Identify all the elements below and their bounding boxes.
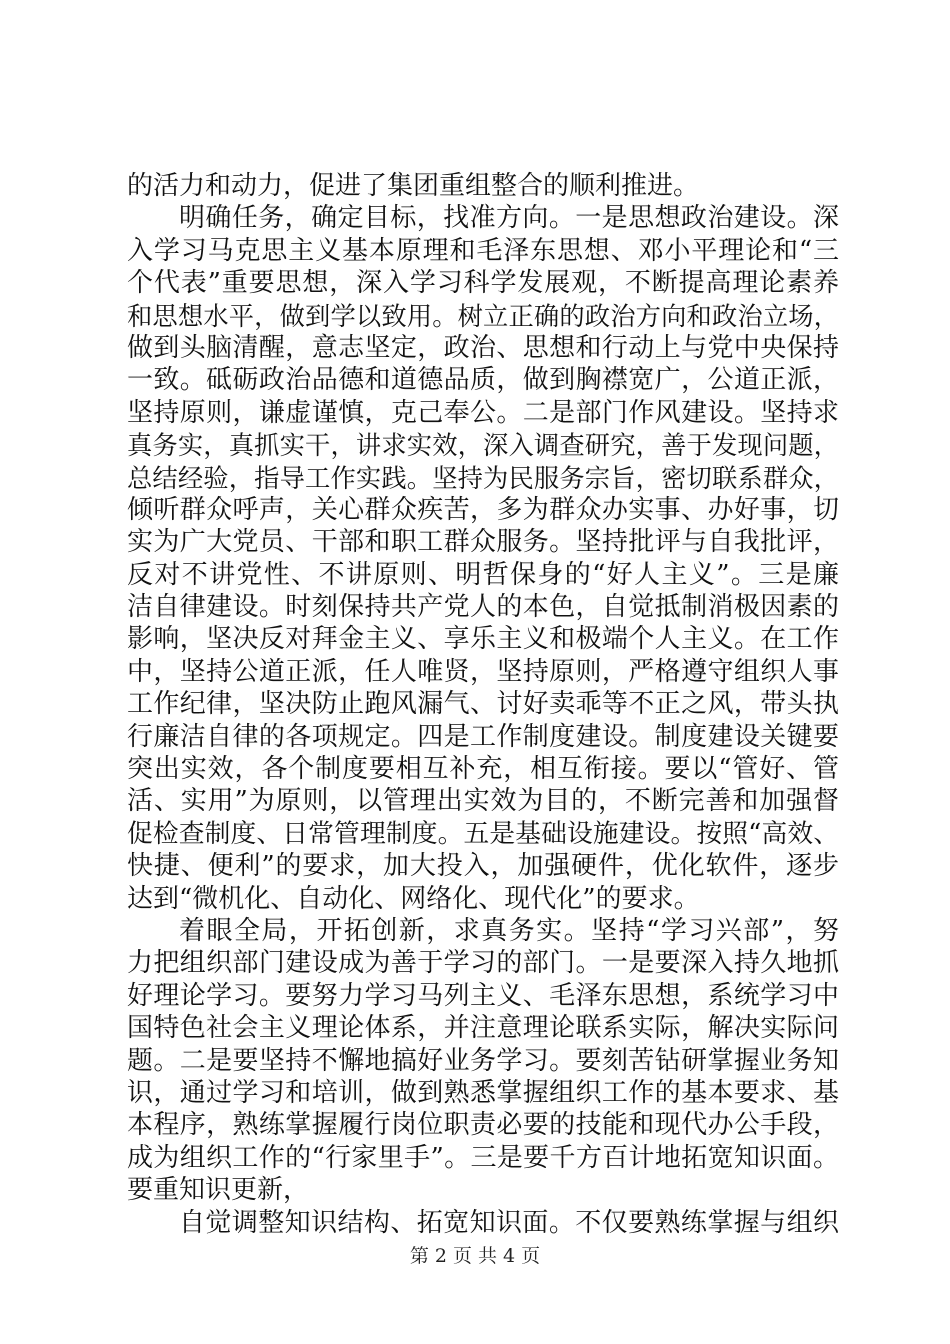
text-line: 中，坚持公道正派，任人唯贤，坚持原则，严格遵守组织人事 bbox=[127, 656, 839, 687]
text-line: 快捷、便利”的要求，加大投入，加强硬件，优化软件，逐步 bbox=[127, 851, 839, 882]
text-line: 活、实用”为原则，以管理出实效为目的，不断完善和加强督 bbox=[127, 786, 839, 817]
text-line: 总结经验，指导工作实践。坚持为民服务宗旨，密切联系群众， bbox=[127, 462, 839, 493]
text-line: 工作纪律，坚决防止跑风漏气、讨好卖乖等不正之风，带头执 bbox=[127, 689, 839, 720]
text-line: 自觉调整知识结构、拓宽知识面。不仅要熟练掌握与组织 bbox=[179, 1207, 839, 1238]
text-line: 洁自律建设。时刻保持共产党人的本色，自觉抵制消极因素的 bbox=[127, 592, 839, 623]
text-line: 的活力和动力，促进了集团重组整合的顺利推进。 bbox=[127, 171, 700, 201]
text-line: 力把组织部门建设成为善于学习的部门。一是要深入持久地抓 bbox=[127, 948, 839, 979]
text-line: 做到头脑清醒，意志坚定，政治、思想和行动上与党中央保持 bbox=[127, 332, 839, 363]
text-line: 真务实，真抓实干，讲求实效，深入调查研究，善于发现问题， bbox=[127, 430, 839, 461]
text-line: 要重知识更新， bbox=[127, 1175, 310, 1206]
text-line: 一致。砥砺政治品德和道德品质，做到胸襟宽广，公道正派， bbox=[127, 365, 839, 396]
text-line: 实为广大党员、干部和职工群众服务。坚持批评与自我批评， bbox=[127, 527, 839, 558]
document-body bbox=[127, 170, 839, 1239]
text-line: 好理论学习。要努力学习马列主义、毛泽东思想，系统学习中 bbox=[127, 980, 839, 1011]
text-line: 突出实效，各个制度要相互补充，相互衔接。要以“管好、管 bbox=[127, 754, 839, 785]
text-line: 明确任务，确定目标，找准方向。一是思想政治建设。深 bbox=[179, 203, 839, 234]
text-line: 国特色社会主义理论体系，并注意理论联系实际，解决实际问 bbox=[127, 1013, 839, 1044]
text-line: 倾听群众呼声，关心群众疾苦，多为群众办实事、办好事，切 bbox=[127, 494, 839, 525]
text-line: 坚持原则，谦虚谨慎，克己奉公。二是部门作风建设。坚持求 bbox=[127, 397, 839, 428]
text-line: 题。二是要坚持不懈地搞好业务学习。要刻苦钻研掌握业务知 bbox=[127, 1045, 839, 1076]
text-line: 入学习马克思主义基本原理和毛泽东思想、邓小平理论和“三 bbox=[127, 235, 839, 266]
text-line: 和思想水平，做到学以致用。树立正确的政治方向和政治立场， bbox=[127, 300, 839, 331]
text-line: 本程序，熟练掌握履行岗位职责必要的技能和现代办公手段， bbox=[127, 1110, 839, 1141]
text-line: 达到“微机化、自动化、网络化、现代化”的要求。 bbox=[127, 883, 700, 914]
page-footer: 第 2 页 共 4 页 bbox=[409, 1245, 541, 1267]
text-line: 识，通过学习和培训，做到熟悉掌握组织工作的基本要求、基 bbox=[127, 1077, 839, 1108]
text-line: 反对不讲党性、不讲原则、明哲保身的“好人主义”。三是廉 bbox=[127, 559, 839, 590]
text-line: 着眼全局，开拓创新，求真务实。坚持“学习兴部”，努 bbox=[179, 915, 839, 946]
text-line: 成为组织工作的“行家里手”。三是要千方百计地拓宽知识面。 bbox=[127, 1142, 839, 1173]
text-line: 促检查制度、日常管理制度。五是基础设施建设。按照“高效、 bbox=[127, 818, 839, 849]
text-line: 个代表”重要思想，深入学习科学发展观，不断提高理论素养 bbox=[127, 268, 839, 299]
text-line: 行廉洁自律的各项规定。四是工作制度建设。制度建设关键要 bbox=[127, 721, 839, 752]
text-line: 影响，坚决反对拜金主义、享乐主义和极端个人主义。在工作 bbox=[127, 624, 839, 655]
